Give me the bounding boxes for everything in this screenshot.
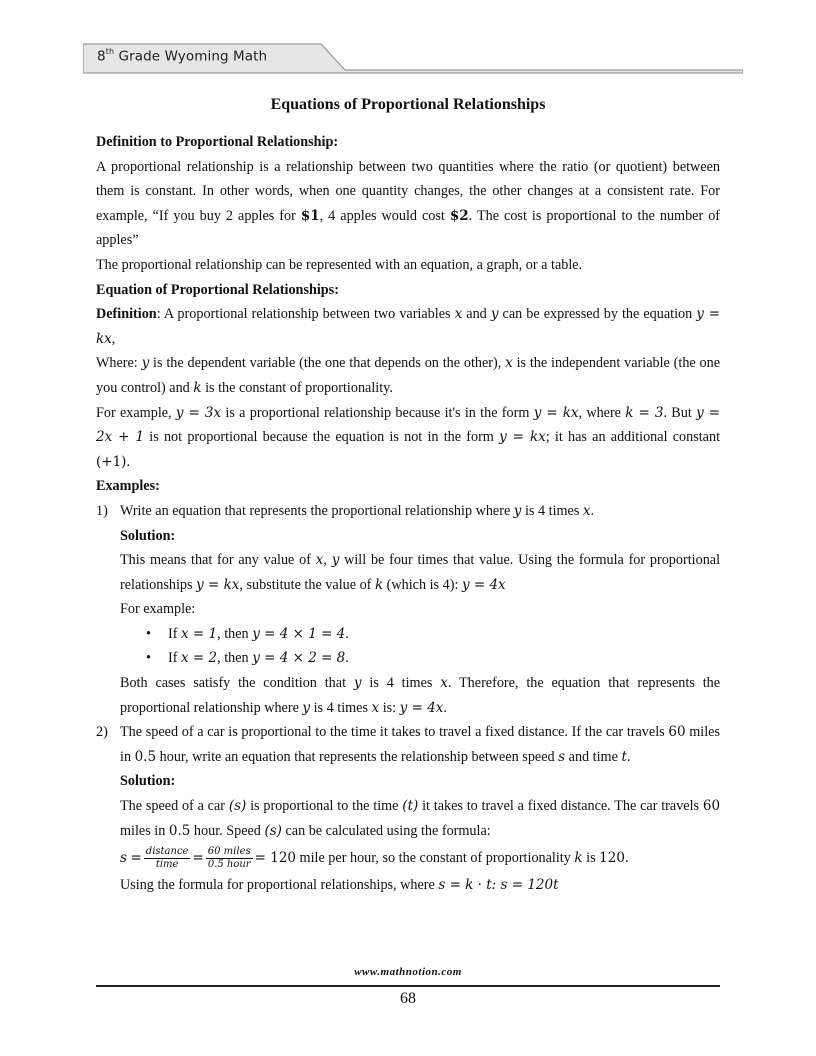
page-number: 68: [400, 990, 416, 1007]
equation-definition: Definition: A proportional relationship between two variables x and y can be expressed by the equation y = kx,: [96, 306, 721, 347]
solution-label-1: Solution:: [120, 527, 176, 544]
main-content: [96, 130, 720, 898]
solution-1-text: This means that for any value of x, y will be four times that value. Using the formula for proportional relationships y = kx, substitute the value of k (which is 4): y = 4x: [120, 552, 721, 593]
both-cases-text: Both cases satisfy the condition that y is 4 times x. Therefore, the equation that represents the proportional relationship where y is 4 times x is: y = 4x.: [120, 675, 721, 716]
example-paragraph: For example, y = 3x is a proportional relationship because it's in the form y = kx, where k = 3. But y = 2x + 1 is not proportional because the equation is not in the form y = kx; it has an additional constant (+1).: [96, 404, 721, 470]
fraction-miles-hour: $\frac{\text{60 miles}}{\text{0.5 hour}}$: [207, 846, 251, 871]
fraction-distance-time: $\frac{\text{distance}}{\text{time}}$: [145, 846, 189, 871]
where-paragraph: Where: y is the dependent variable (the one that depends on the other), x is the independent variable (the one you control) and k is the constant of proportionality.: [96, 355, 721, 396]
definition-heading: Definition to Proportional Relationship:: [96, 134, 339, 150]
header-title: 8th Grade Wyoming Math: [97, 47, 268, 65]
bullet-item: • If x = 1, then y = 4 × 1 = 4.: [146, 625, 349, 642]
page-title: Equations of Proportional Relationships: [270, 96, 546, 113]
page-header: [83, 42, 743, 74]
represent-paragraph: The proportional relationship can be represented with an equation, a graph, or a table.: [96, 256, 583, 273]
solution-label-2: Solution:: [120, 773, 176, 790]
formula-line: s = $\frac{\text{distance}}{\text{time}}$ = $\frac{\text{60 miles}}{\text{0.5 hour}}$ = 120 mile per hour, so the constant of proportionality k is 120.: [120, 846, 629, 871]
equation-heading: Equation of Proportional Relationships:: [96, 281, 339, 298]
solution-2-final: Using the formula for proportional relationships, where s = k · t: s = 120t: [120, 877, 559, 894]
examples-heading: Examples:: [96, 478, 160, 495]
footer-divider: [96, 985, 720, 987]
example-2: 2) The speed of a car is proportional to the time it takes to travel a fixed distance. If the car travels 60 miles in 0.5 hour, write an equation that represents the relationship between speed s and time t. Solution: The speed of a car (s) is proportional to the time (t) it takes to travel a fixed distance. The car travels 60 miles in 0.5 hour. Speed (s) can be calculated using the formula: s = $\frac{\text{distance}}{\text{time}}$ = $\frac{\text{60 miles}}{\text{0.5 hour}}$ = 120 mile per hour, so the constant of proportionality k is 120. Using the formula for proportional relationships, where s = k · t: s = 120t: [96, 720, 720, 898]
solution-2-text: The speed of a car (s) is proportional to the time (t) it takes to travel a fixed distance. The car travels 60 miles in 0.5 hour. Speed (s) can be calculated using the formula:: [120, 798, 721, 839]
footer-url: www.mathnotion.com: [354, 966, 462, 978]
for-example-label: For example:: [120, 601, 196, 618]
bullet-item: • If x = 2, then y = 4 × 2 = 8.: [146, 650, 349, 667]
definition-paragraph: A proportional relationship is a relationship between two quantities where the ratio (or quotient) between them is constant. In other words, when one quantity changes, the other changes at a consistent rate. For example, “If you buy 2 apples for $1, 4 apples would cost $2. The cost is proportional to the number of apples”: [96, 158, 721, 249]
example-1: 1) Write an equation that represents the proportional relationship where y is 4 times x. Solution: This means that for any value of x, y will be four times that value. Using the formula for proportional relationships y = kx, substitute the value of k (which is 4): y = 4x For example: • If x = 1, then y = 4 × 1 = 4. • If x = 2, then y = 4 × 2 = 8. Both cases satisfy the condition that y is 4 times x. Therefore, the equation that represents the proportional relationship where y is 4 times x is: y = 4x.: [96, 499, 720, 720]
